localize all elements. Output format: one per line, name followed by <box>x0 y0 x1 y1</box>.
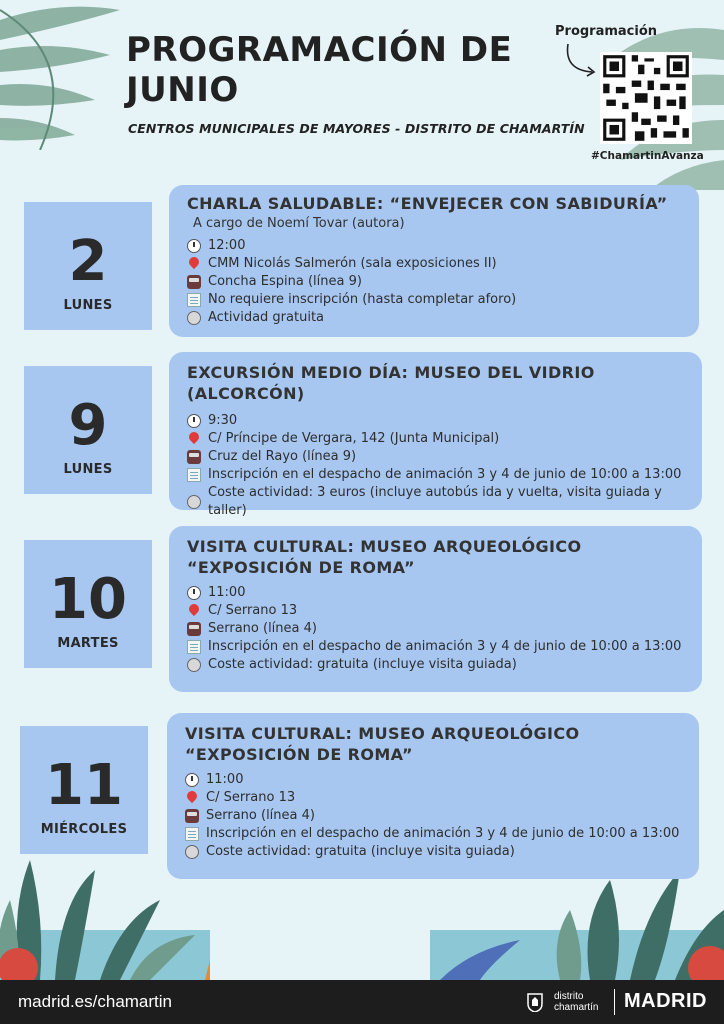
event-card <box>167 713 699 879</box>
location-pin-icon <box>187 791 197 805</box>
event-place: C/ Príncipe de Vergara, 142 (Junta Municipal) <box>187 430 684 448</box>
coin-icon <box>187 658 201 672</box>
event-signup: No requiere inscripción (hasta completar aforo) <box>187 291 681 309</box>
form-icon <box>187 640 201 654</box>
madrid-crest-icon <box>526 992 544 1012</box>
date-number: 11 <box>45 753 123 818</box>
event-title: VISITA CULTURAL: MUSEO ARQUEOLÓGICO “EXPOSICIÓN DE ROMA” <box>185 724 580 764</box>
madrid-logo: MADRID <box>624 990 707 1012</box>
footer-bar <box>0 980 724 1024</box>
event-place: CMM Nicolás Salmerón (sala exposiciones II) <box>187 255 681 273</box>
event-title: EXCURSIÓN MEDIO DÍA: MUSEO DEL VIDRIO (ALCORCÓN) <box>187 363 595 403</box>
hashtag: #ChamartinAvanza <box>591 150 704 162</box>
event-card <box>169 185 699 337</box>
event-time: 11:00 <box>185 771 681 789</box>
event-place: C/ Serrano 13 <box>187 602 684 620</box>
date-number: 10 <box>49 567 127 632</box>
event-speaker: A cargo de Noemí Tovar (autora) <box>193 216 405 231</box>
page-title: PROGRAMACIÓN DE JUNIO <box>126 30 513 110</box>
event-cost: Coste actividad: 3 euros (incluye autobús ida y vuelta, visita guiada y taller) <box>187 484 684 520</box>
metro-icon <box>187 622 201 636</box>
metro-icon <box>185 809 199 823</box>
qr-label: Programación <box>555 24 658 39</box>
event-cost: Coste actividad: gratuita (incluye visita guiada) <box>187 656 684 674</box>
date-weekday: MIÉRCOLES <box>40 822 128 837</box>
footer-url-link[interactable]: madrid.es/chamartin <box>18 992 173 1011</box>
event-signup: Inscripción en el despacho de animación 3 y 4 de junio de 10:00 a 13:00 <box>185 825 681 843</box>
event-cost: Actividad gratuita <box>187 309 681 327</box>
event-cost: Coste actividad: gratuita (incluye visita guiada) <box>185 843 681 861</box>
location-pin-icon <box>189 257 199 271</box>
date-box <box>20 726 148 854</box>
footer-divider <box>614 989 615 1015</box>
form-icon <box>187 468 201 482</box>
event-title: CHARLA SALUDABLE: “ENVEJECER CON SABIDURÍA” <box>187 194 668 213</box>
date-box <box>24 366 152 494</box>
coin-icon <box>185 845 199 859</box>
event-metro: Concha Espina (línea 9) <box>187 273 681 291</box>
clock-icon <box>187 239 201 253</box>
metro-icon <box>187 450 201 464</box>
coin-icon <box>187 311 201 325</box>
event-title: VISITA CULTURAL: MUSEO ARQUEOLÓGICO “EXPOSICIÓN DE ROMA” <box>187 537 582 577</box>
event-place: C/ Serrano 13 <box>185 789 681 807</box>
event-card <box>169 352 702 518</box>
arrow-icon <box>562 42 602 82</box>
date-weekday: MARTES <box>57 636 119 651</box>
form-icon <box>187 293 201 307</box>
event-time: 11:00 <box>187 584 684 602</box>
district-name: distrito chamartín <box>554 991 599 1013</box>
clock-icon <box>187 414 201 428</box>
event-time: 9:30 <box>187 412 684 430</box>
form-icon <box>185 827 199 841</box>
qr-code[interactable] <box>600 52 692 144</box>
event-signup: Inscripción en el despacho de animación 3 y 4 de junio de 10:00 a 13:00 <box>187 466 684 484</box>
event-time: 12:00 <box>187 237 681 255</box>
event-card <box>169 526 702 692</box>
metro-icon <box>187 275 201 289</box>
date-number: 9 <box>68 393 108 458</box>
clock-icon <box>185 773 199 787</box>
date-box <box>24 540 152 668</box>
date-weekday: LUNES <box>63 298 113 313</box>
date-weekday: LUNES <box>63 462 113 477</box>
event-signup: Inscripción en el despacho de animación 3 y 4 de junio de 10:00 a 13:00 <box>187 638 684 656</box>
event-metro: Serrano (línea 4) <box>185 807 681 825</box>
coin-icon <box>187 495 201 509</box>
location-pin-icon <box>189 432 199 446</box>
page-subtitle: CENTROS MUNICIPALES DE MAYORES - DISTRITO DE CHAMARTÍN <box>128 121 585 136</box>
event-metro: Cruz del Rayo (línea 9) <box>187 448 684 466</box>
date-box <box>24 202 152 330</box>
clock-icon <box>187 586 201 600</box>
date-number: 2 <box>68 229 108 294</box>
location-pin-icon <box>189 604 199 618</box>
event-metro: Serrano (línea 4) <box>187 620 684 638</box>
